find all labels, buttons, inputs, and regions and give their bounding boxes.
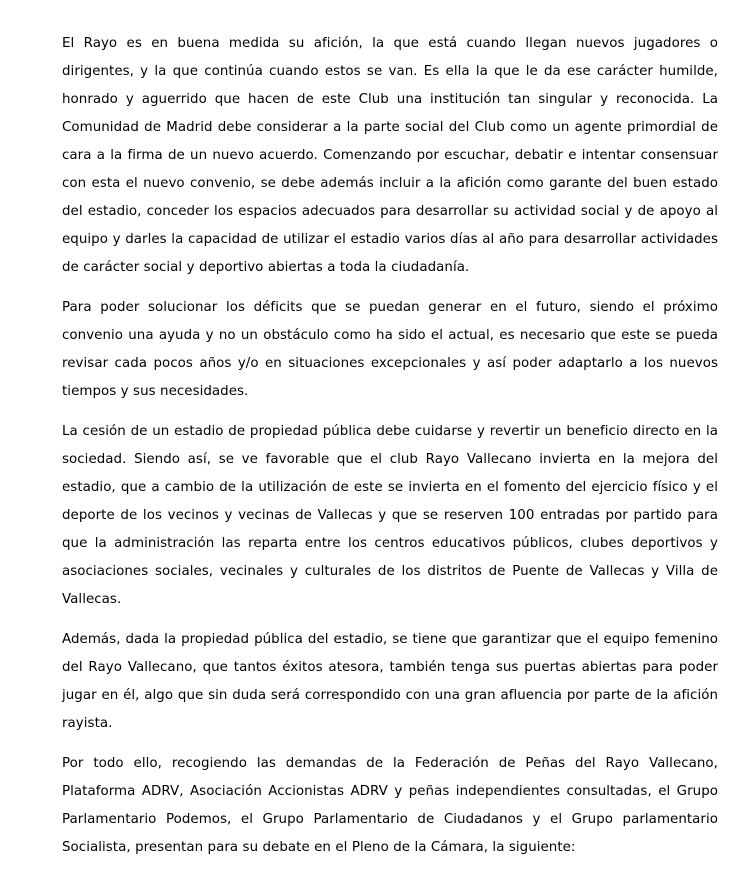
paragraph-2: Para poder solucionar los déficits que se puedan generar en el futuro, siendo el próximo convenio una ayuda y no un obstáculo como ha sido el actual, es necesario que este se pueda revisar cada pocos años y/o en situaciones excepcionales y así poder adaptarlo a los nuevos tiempos y sus necesidades. (62, 300, 718, 399)
document-text-body (62, 30, 718, 862)
paragraph-5: Por todo ello, recogiendo las demandas de la Federación de Peñas del Rayo Vallecano, Plataforma ADRV, Asociación Accionistas ADRV y peñas independientes consultadas, el Grupo Parlamentario Podemos, el Grupo Parlamentario de Ciudadanos y el Grupo parlamentario Socialista, presentan para su debate en el Pleno de la Cámara, la siguiente: (62, 756, 718, 855)
paragraph-4: Además, dada la propiedad pública del estadio, se tiene que garantizar que el equipo femenino del Rayo Vallecano, que tantos éxitos atesora, también tenga sus puertas abiertas para poder jugar en él, algo que sin duda será correspondido con una gran afluencia por parte de la afición rayista. (62, 632, 718, 731)
paragraph-1: El Rayo es en buena medida su afición, la que está cuando llegan nuevos jugadores o dirigentes, y la que continúa cuando estos se van. Es ella la que le da ese carácter humilde, honrado y aguerrido que hacen de este Club una institución tan singular y reconocida. La Comunidad de Madrid debe considerar a la parte social del Club como un agente primordial de cara a la firma de un nuevo acuerdo. Comenzando por escuchar, debatir e intentar consensuar con esta el nuevo convenio, se debe además incluir a la afición como garante del buen estado del estadio, conceder los espacios adecuados para desarrollar su actividad social y de apoyo al equipo y darles la capacidad de utilizar el estadio varios días al año para desarrollar actividades de carácter social y deportivo abiertas a toda la ciudadanía. (62, 36, 718, 275)
paragraph-3: La cesión de un estadio de propiedad pública debe cuidarse y revertir un beneficio directo en la sociedad. Siendo así, se ve favorable que el club Rayo Vallecano invierta en la mejora del estadio, que a cambio de la utilización de este se invierta en el fomento del ejercicio físico y el deporte de los vecinos y vecinas de Vallecas y que se reserven 100 entradas por partido para que la administración las reparta entre los centros educativos públicos, clubes deportivos y asociaciones sociales, vecinales y culturales de los distritos de Puente de Vallecas y Villa de Vallecas. (62, 424, 718, 607)
